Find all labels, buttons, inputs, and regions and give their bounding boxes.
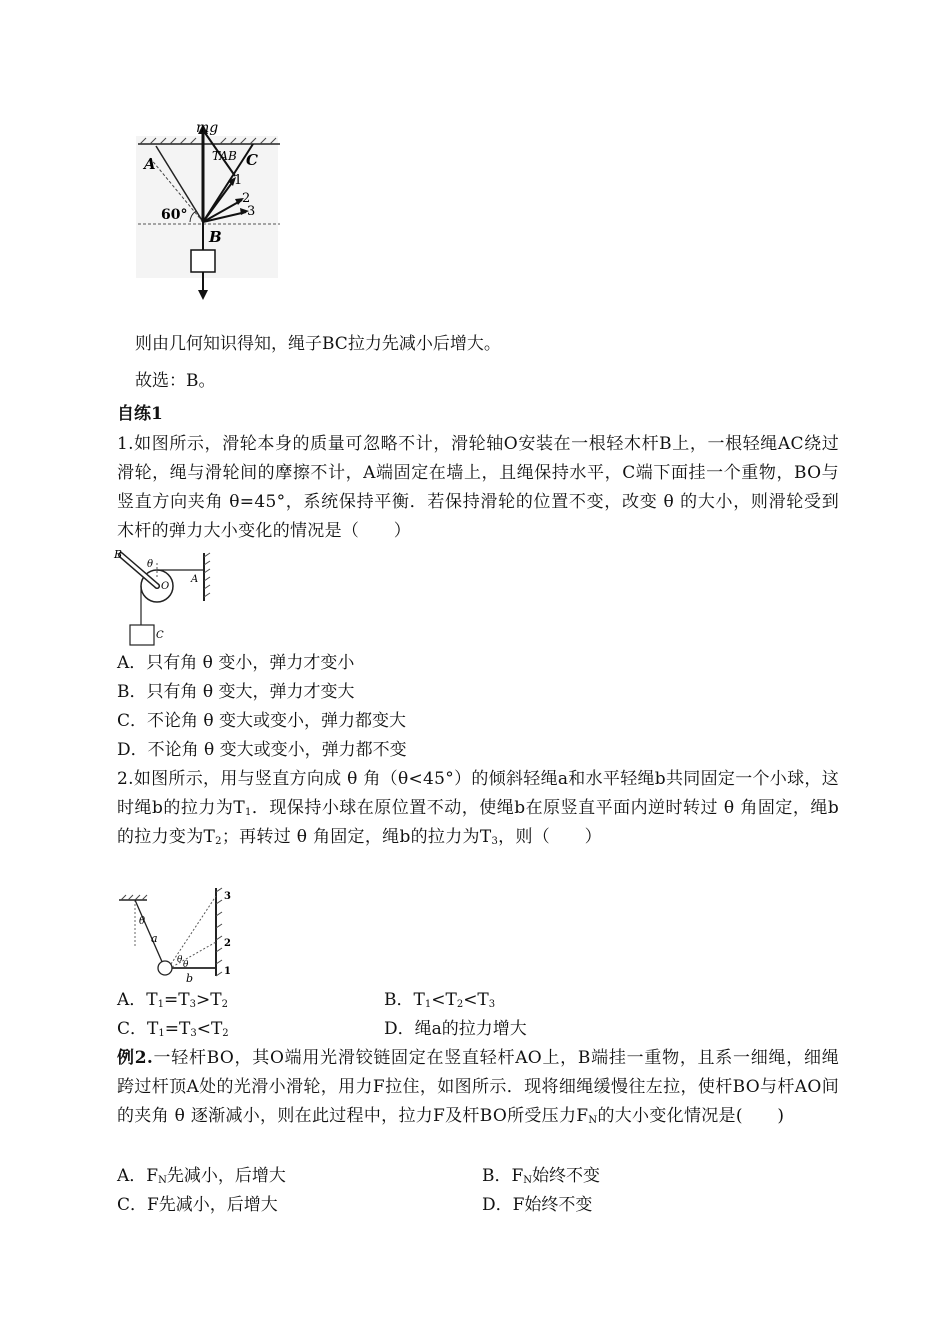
position-1-label: 1 bbox=[224, 966, 231, 977]
angle-theta-1: θ bbox=[177, 955, 183, 965]
angle-60-label: 60° bbox=[161, 207, 188, 223]
example-2-stem: 例2.一轻杆BO，其O端用光滑铰链固定在竖直轻杆AO上，B端挂一重物，且系一细绳，细绳跨过杆顶A处的光滑小滑轮，用力F拉住，如图所示．现将细绳缓慢往左拉，使杆BO与杆AO间的夹角 θ 逐渐减小，则在此过程中，拉力F及杆BO所受压力$F_N$的大小变化情况是( ) bbox=[117, 1048, 839, 1126]
ball-rope-figure bbox=[113, 884, 243, 984]
ex2-option-d: D．F始终不变 bbox=[482, 1195, 593, 1215]
q2-option-b: B．$T_1<T_2<T_3$ bbox=[384, 990, 496, 1010]
angle-theta-top: θ bbox=[139, 916, 146, 927]
q1-option-c: C．不论角 θ 变大或变小，弹力都变大 bbox=[117, 711, 407, 731]
axle-o-label: O bbox=[161, 581, 170, 592]
explain-line-1: 则由几何知识得知，绳子BC拉力先减小后增大。 bbox=[135, 334, 501, 354]
position-3-label: 3 bbox=[224, 891, 231, 902]
rope-b-label: b bbox=[186, 972, 194, 984]
rope-a-label: a bbox=[151, 932, 158, 945]
position-2-label: 2 bbox=[224, 938, 231, 949]
q1-option-d: D．不论角 θ 变大或变小，弹力都不变 bbox=[117, 740, 407, 760]
q2-option-a: A．$T_1=T_3>T_2$ bbox=[117, 990, 228, 1010]
q1-option-b: B．只有角 θ 变大，弹力才变大 bbox=[117, 682, 355, 702]
rod-b-label: B bbox=[114, 549, 123, 561]
theta-label: θ bbox=[147, 559, 154, 570]
question-1-stem: 1.如图所示，滑轮本身的质量可忽略不计，滑轮轴O安装在一根轻木杆B上，一根轻绳AC绕过滑轮，绳与滑轮间的摩擦不计，A端固定在墙上，且绳保持水平，C端下面挂一个重物，BO与竖直方向夹角 θ=45°，系统保持平衡．若保持滑轮的位置不变，改变 θ 的大小，则滑轮受到木杆的弹力大小变化的情况是（ ） bbox=[117, 434, 839, 541]
explain-line-2: 故选：B。 bbox=[135, 371, 216, 391]
point-a-label: A bbox=[144, 155, 156, 173]
ex2-option-c: C．F先减小，后增大 bbox=[117, 1195, 278, 1215]
point-b-label: B bbox=[209, 228, 222, 246]
q2-option-c: C．$T_1=T_3<T_2$ bbox=[117, 1019, 229, 1039]
angle-theta-2: θ bbox=[183, 960, 189, 970]
mg-label: mg bbox=[196, 120, 219, 136]
q1-option-a: A．只有角 θ 变小，弹力才变小 bbox=[117, 653, 355, 673]
force-diagram-figure bbox=[130, 118, 290, 303]
end-a-label: A bbox=[191, 574, 199, 585]
tab-label: TAB bbox=[212, 149, 237, 163]
arrow-1-label: 1 bbox=[234, 173, 243, 188]
ex2-option-b: B．$F_N$始终不变 bbox=[482, 1166, 601, 1186]
ex2-option-a: A．$F_N$先减小，后增大 bbox=[117, 1166, 286, 1186]
point-c-label: C bbox=[246, 151, 258, 169]
weight-c-label: C bbox=[156, 630, 164, 641]
pulley-figure bbox=[113, 549, 213, 649]
q2-option-d: D．绳a的拉力增大 bbox=[384, 1019, 527, 1039]
arrow-2-label: 2 bbox=[242, 191, 251, 206]
question-2-stem: 2.如图所示，用与竖直方向成 θ 角（θ<45°）的倾斜轻绳a和水平轻绳b共同固定一个小球，这时绳b的拉力为$T_1$．现保持小球在原位置不动，使绳b在原竖直平面内逆时转过 θ 角固定，绳b的拉力变为$T_2$；再转过 θ 角固定，绳b的拉力为$T_3$，则（ ） bbox=[117, 769, 840, 847]
arrow-3-label: 3 bbox=[247, 204, 256, 219]
section-title: 自练1 bbox=[117, 404, 163, 424]
